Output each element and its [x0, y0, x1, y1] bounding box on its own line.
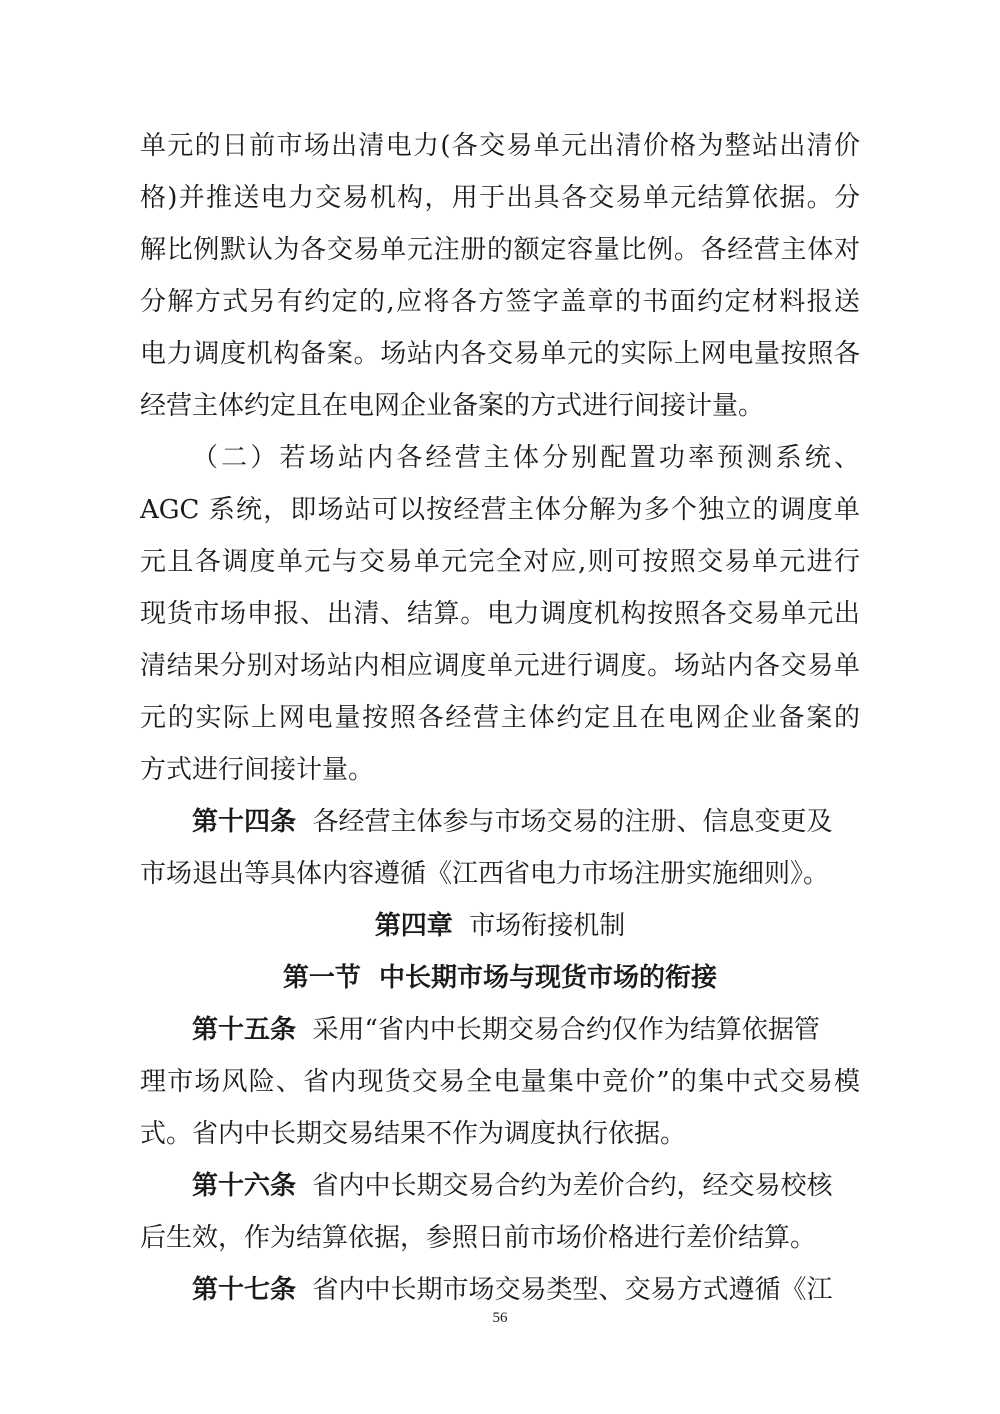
text-line: 清结果分别对场站内相应调度单元进行调度。场站内各交易单	[140, 651, 860, 681]
text-line: （二）若场站内各经营主体分别配置功率预测系统、	[192, 443, 860, 473]
article-label: 第十七条	[192, 1275, 297, 1305]
text-line: 分解方式另有约定的,应将各方签字盖章的书面约定材料报送	[140, 287, 860, 317]
text-line: 元的实际上网电量按照各经营主体约定且在电网企业备案的	[140, 703, 860, 733]
text-line: 经营主体约定且在电网企业备案的方式进行间接计量。	[140, 391, 765, 421]
text-line: 方式进行间接计量。	[140, 755, 375, 785]
text-line: 市场退出等具体内容遵循《江西省电力市场注册实施细则》。	[140, 859, 830, 889]
text-line: 格)并推送电力交易机构，用于出具各交易单元结算依据。分	[140, 183, 860, 213]
article-14-first-line	[140, 796, 860, 848]
chapter-title: 市场衔接机制	[469, 911, 626, 941]
article-15-first-line	[140, 1004, 860, 1056]
section-number: 第一节	[282, 963, 361, 993]
article-label: 第十六条	[192, 1171, 297, 1201]
chapter-number: 第四章	[374, 911, 453, 941]
text-line: 式。省内中长期交易结果不作为调度执行依据。	[140, 1119, 687, 1149]
text-line: 解比例默认为各交易单元注册的额定容量比例。各经营主体对	[140, 235, 860, 265]
text-line: 理市场风险、省内现货交易全电量集中竞价”的集中式交易模	[140, 1067, 860, 1097]
text-line: 单元的日前市场出清电力(各交易单元出清价格为整站出清价	[140, 131, 860, 161]
chapter-heading	[140, 900, 860, 952]
article-label: 第十四条	[192, 807, 297, 837]
text-line: AGC 系统，即场站可以按经营主体分解为多个独立的调度单	[140, 495, 860, 525]
text-line: 后生效，作为结算依据，参照日前市场价格进行差价结算。	[140, 1223, 817, 1253]
page-number: 56	[492, 1310, 508, 1326]
article-16-first-line	[140, 1160, 860, 1212]
article-text: 省内中长期市场交易类型、交易方式遵循《江	[312, 1275, 833, 1305]
text-line: 元且各调度单元与交易单元完全对应,则可按照交易单元进行	[140, 547, 860, 577]
text-line: 电力调度机构备案。场站内各交易单元的实际上网电量按照各	[140, 339, 860, 369]
article-text: 各经营主体参与市场交易的注册、信息变更及	[312, 807, 833, 837]
article-label: 第十五条	[192, 1015, 297, 1045]
section-title: 中长期市场与现货市场的衔接	[379, 963, 718, 993]
section-heading	[140, 952, 860, 1004]
article-text: 采用“省内中长期交易合约仅作为结算依据管	[312, 1015, 820, 1045]
article-text: 省内中长期交易合约为差价合约，经交易校核	[312, 1171, 833, 1201]
text-line: 现货市场申报、出清、结算。电力调度机构按照各交易单元出	[140, 599, 860, 629]
page-body	[140, 120, 860, 1316]
